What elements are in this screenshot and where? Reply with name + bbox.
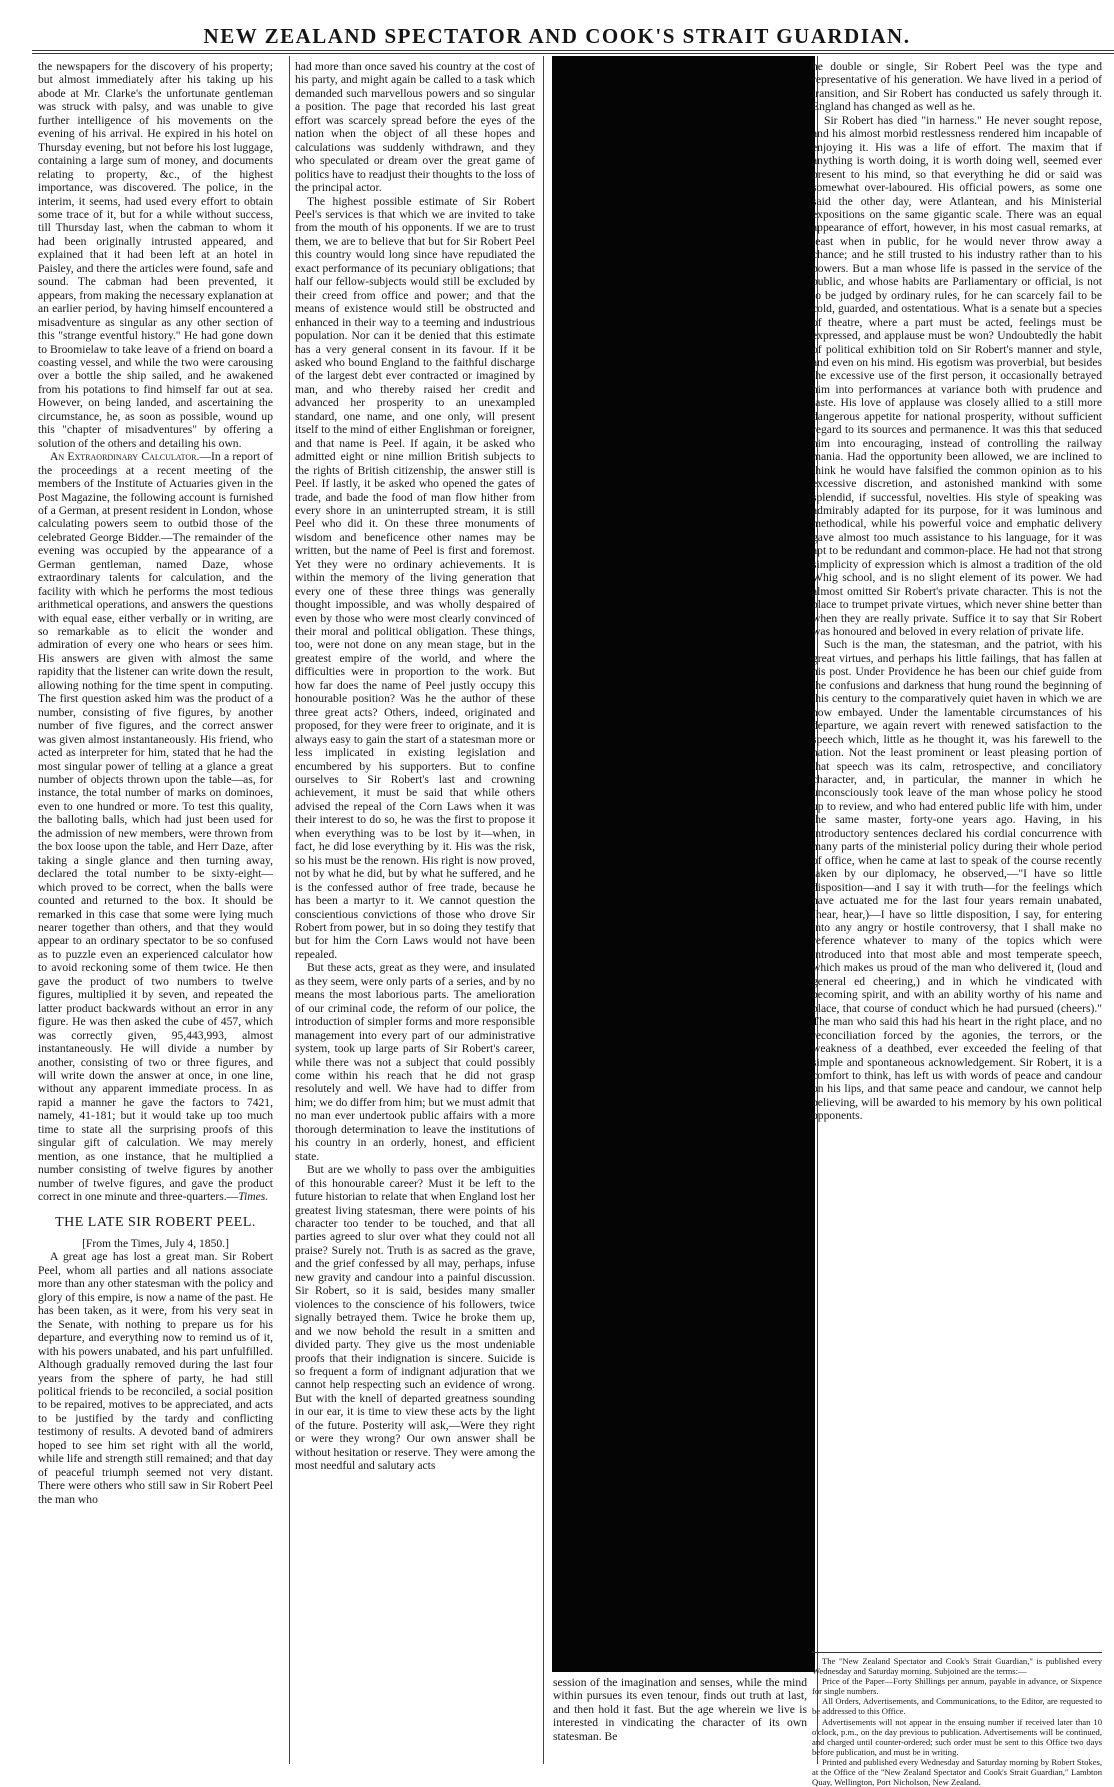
article-paragraph: A great age has lost a great man. Sir Robert Peel, whom all parties and all nations associate more than any other statesman with the policy and glory of this empire, is now a name of the past. He has been taken, as it were, from his very seat in the Senate, with nothing to prepare us for his departure, and everything now to remind us of it, with his powers unabated, and his part unfulfilled. Although gradually removed during the last four years from the sphere of party, he had still political friends to be reconciled, a social position to be repaired, motives to be appreciated, and acts to be justified by the tardy and conflicting testimony of results. A devoted band of admirers hoped to see him set right with all the world, while life and strength still remained; and that day of peaceful triumph seemed not very distant. There were others who still saw in Sir Robert Peel the man who (38, 1250, 273, 1506)
notice-paragraph: Price of the Paper—Forty Shillings per annum, payable in advance, or Sixpence for single numbers. (812, 1676, 1102, 1697)
masthead-title: NEW ZEALAND SPECTATOR AND COOK'S STRAIT GUARDIAN. (203, 24, 911, 48)
article-paragraph: The highest possible estimate of Sir Robert Peel's services is that which we are invited to take from the mouth of his opponents. If we are to trust them, we are to believe that but for Sir Robert Peel this country would long since have repudiated the exact performance of its pecuniary obligations; that half our fellow-subjects would still be excluded by their creed from office and power; and that the means of existence would still be obstructed and enhanced in their way to a teeming and industrious population. Nor can it be denied that this estimate has a very general consent in its favour. If it be asked who bound England to the faithful discharge of the largest debt ever contracted or imagined by man, and who thereby raised her credit and advanced her prosperity to an unexampled standard, one name, and one only, will present itself to the mind of either Englishman or foreigner, and that name is Peel. If again, it be asked who admitted eight or nine million British subjects to the rights of British citizenship, the answer still is Peel. If lastly, it be asked who opened the gates of trade, and bade the food of man flow hither from every shore in an uninterrupted stream, it is still Peel who did it. On these three monuments of wisdom and beneficence other names may be written, but the name of Peel is first and foremost. Yet they were no ordinary achievements. It is within the memory of the living generation that every one of these three things was generally thought impossible, and was wholly despaired of even by those who were most clearly convinced of their moral and political obligation. These things, too, were not done on any mean stage, but in the greatest empire of the world, and where the difficulties were in proportion to the work. But how far does the name of Peel justly occupy this honourable position? Was he the author of these three great acts? Others, indeed, originated and proposed, for they were freer to originate, and it is always easy to gain the start of a statesman more or less implicated in existing legislation and encumbered by his supporters. But to confine ourselves to Sir Robert's last and crowning achievement, it must be said that while others advised the repeal of the Corn Laws when it was their interest to do so, he was the first to propose it when everything was to be lost by it—when, in fact, he did lose everything by it. His was the risk, so his must be the renown. His right is now proved, not by what he did, but by what he suffered, and he is the confessed author of free trade, because he has been a martyr to it. We cannot question the conscientious convictions of those who drove Sir Robert from power, but in so doing they testify that but for him the Corn Laws would not have been repealed. (295, 194, 535, 961)
notice-paragraph: All Orders, Advertisements, and Communications, to the Editor, are requested to be addressed to this Office. (812, 1696, 1102, 1717)
article-heading: THE LATE SIR ROBERT PEEL. (55, 1214, 256, 1230)
article-paragraph: But these acts, great as they were, and insulated as they seem, were only parts of a series, and by no means the most laborious parts. The amelioration of our criminal code, the reform of our police, the introduction of simpler forms and more responsible management into every part of our administrative system, took up large parts of Sir Robert's career, while there was not a subject that could possibly come within his reach that he did not grasp resolutely and well. We have had to differ from him; we do differ from him; but we must admit that no man ever undertook public affairs with a more thorough determination to leave the institutions of his country in an orderly, honest, and efficient state. (295, 961, 535, 1163)
article-paragraph: had more than once saved his country at the cost of his party, and might again be called to a task which demanded such marvellous powers and so singular a position. The page that recorded his last great effort was scarcely spread before the eyes of the nation when the object of all these hopes and calculations was suddenly withdrawn, and they who speculated or dream over the great game of politics have to readjust their thoughts to the loss of the principal actor. (295, 60, 535, 195)
article-paragraph: Sir Robert has died "in harness." He never sought repose, and his almost morbid restlessness rendered him incapable of enjoying it. His was a life of effort. The maxim that if anything is worth doing, it is worth doing well, seemed ever present to his mind, so that everything he did or said was somewhat over-laboured. His official powers, as some one said the other day, were Atlantean, and his Ministerial expositions on the same gigantic scale. There was an equal appearance of effort, however, in his most casual remarks, at least when in public, for he would never throw away a chance; and he still trusted to his industry rather than to his powers. But a man whose life is passed in the service of the public, and whose habits are Parliamentary or official, is not to be judged by ordinary rules, for he can scarcely fail to be cold, guarded, and ostentatious. What is a senate but a species of theatre, where a part must be acted, feelings must be expressed, and applause must be won? Undoubtedly the habit of political exhibition told on Sir Robert's manner and style, and even on his mind. His egotism was proverbial, but besides the excessive use of the first person, it occasionally betrayed him into performances at variance both with prudence and taste. His love of applause was closely allied to a still more dangerous appetite for national prosperity, without sufficient regard to its sources and permanence. It was this that seduced him into encouraging, instead of controlling the railway mania. Had the opportunity been allowed, we are inclined to think he would have falsified the common opinion as to his excessive discretion, and astonished mankind with some splendid, if successful, novelties. His style of speaking was admirably adapted for its purpose, for it was luminous and methodical, while his powerful voice and emphatic delivery gave almost too much assistance to his language, for it was apt to be redundant and common-place. He had not that strong simplicity of expression which is almost a tradition of the old Whig school, and is no slight element of its power. We had almost omitted Sir Robert's private character. This is not the place to trumpet private virtues, which never shine better than when they are really private. Suffice it to say that Sir Robert was honoured and beloved in every relation of private life. (812, 113, 1102, 639)
notice-paragraph: The "New Zealand Spectator and Cook's Strait Guardian," is published every Wednesday and Saturday morning. Subjoined are the terms:— (812, 1656, 1102, 1677)
publication-notice (812, 1652, 1102, 1787)
notice-paragraph: Advertisements will not appear in the ensuing number if received later than 10 o'clock, p.m., on the day previous to publication. Advertisements will be continued, and charged until counter-ordered; such order must be sent to this Office two days before publication, and must be in writing. (812, 1716, 1102, 1757)
calculator-heading: An Extraordinary Calculator. (50, 450, 200, 464)
calculator-article (38, 450, 273, 1203)
masthead-rule (32, 50, 1114, 51)
article-paragraph: Such is the man, the statesman, and the patriot, with his great virtues, and perhaps his little failings, that has fallen at his post. Under Providence he has been our chief guide from the confusions and darkness that hung round the beginning of this century to the comparatively quiet haven in which we are now embayed. Under the lamentable circumstances of his departure, we again revert with renewed satisfaction to the speech which, little as he thought it, was his farewell to the nation. Not the least prominent or least pleasing portion of that speech was its calm, retrospective, and conciliatory character, and, in particular, the manner in which he unconsciously took leave of the man whose policy he stood up to review, and who had entered public life with him, under the same master, forty-one years ago. Having, in his introductory sentences declared his cordial concurrence with many parts of the ministerial policy during their whole period of office, when he came at last to speak of the course recently taken by our diplomacy, he observed,—"I have so little disposition—and I say it with truth—for the feelings which have actuated me for the last four years remain unabated, (hear, hear,)—I have so little disposition, I say, for entering into any angry or hostile controversy, that I shall make no reference whatever to many of the topics which were introduced into that most able and most temperate speech, which makes us proud of the man who delivered it, (loud and general ed cheering,) and in which he vindicated with becoming spirit, and with an ability worthy of his name and place, that course of conduct which he had pursued (cheers)." The man who said this had his heart in the right place, and no reconciliation forced by the agonies, the terrors, or the weakness of a deathbed, ever exceeded the feeling of that simple and spontaneous acknowledgement. Sir Robert, it is a comfort to think, has left us with words of peace and candour on his lips, and that same peace and candour, we cannot help believing, will be awarded to his memory by his own political opponents. (812, 638, 1102, 1123)
calculator-body: —In a report of the proceedings at a recent meeting of the members of the Institute of Actuaries given in the Post Magazine, the following account is furnished of a German, at present resident in London, whose calculating powers seem to outbid those of the celebrated George Bidder.—The remainder of the evening was occupied by the appearance of a German gentleman, named Daze, whose extraordinary talents for calculation, and the facility with which he performs the most tedious arithmetical operations, and answers the questions with equal ease, either verbally or in writing, are so remarkable as to elicit the wonder and admiration of every one who hears or sees him. His answers are given with almost the same rapidity that the listener can write down the result, allowing nothing for the time spent in computing. The first question asked him was the product of a number, consisting of five figures, by another number of five figures, and the correct answer was given almost instantaneously. His friend, who acted as interpreter for him, stated that he had the most singular power of telling at a glance a great number of objects thrown upon the table—as, for instance, the total number of marks on dominoes, even to one hundred or more. To test this quality, the balloting balls, which had just been used for the admission of new members, were thrown from the box loose upon the table, and Herr Daze, after taking a single glance and then turning away, declared the total number to be sixty-eight—which proved to be correct, when the balls were counted and returned to the box. It should be remarked in this case that some were lying much nearer together than others, and that they would appear to an ordinary spectator to be so confused as to puzzle even an experienced calculator how to avoid reckoning some of them twice. He then gave the product of two numbers to twelve figures, multiplied it by seven, and repeated the latter product backwards without an error in any figure. He was then asked the cube of 457, which was correctly given, 95,443,993, almost instantaneously. He will divide a number by another, consisting of two or three figures, and will write down the answer at once, in one line, without any apparent immediate process. In as rapid a manner he gave the factors to 7421, namely, 41-181; but it would take up too much time to state all the surprising proofs of this singular gift of calculation. We may merely mention, as one instance, that he multiplied a number consisting of twelve figures by another number of twelve figures, and gave the product correct in one minute and three-quarters.— (38, 450, 273, 1204)
masthead-rule-secondary (32, 53, 1114, 54)
column-4 (812, 60, 1102, 1650)
article-paragraph: But are we wholly to pass over the ambiguities of this honourable career? Must it be left to the future historian to relate that when England lost her greatest living statesman, there were points of his character too tender to be touched, and that all parties agreed to slur over what they could not all praise? Surely not. Truth is as sacred as the grave, and the grief confessed by all may, perhaps, infuse new gravity and candour into a painful discussion. Sir Robert, so it is said, besides many smaller violences to the conscience of his followers, twice signally betrayed them. Twice he broke them up, and we now behold the result in a smitten and divided party. They give us the most undeniable proofs that their indignation is sincere. Suicide is so frequent a form of indignant adjuration that we cannot help respecting such an evidence of wrong. But with the knell of departed greatness sounding in our ear, it is time to view these acts by the light of the future. Posterity will ask,—Were they right or were they wrong? Our own answer shall be without hesitation or reserve. They were among the most needful and salutary acts (295, 1163, 535, 1473)
column-1 (38, 60, 273, 1760)
column-rule (289, 56, 290, 1764)
article-source: Times. (238, 1190, 269, 1204)
notice-rule (812, 1652, 1102, 1653)
notice-paragraph: Printed and published every Wednesday and Saturday morning by Robert Stokes, at the Office of the "New Zealand Spectator and Cook's Strait Guardian," Lambton Quay, Wellington, Port Nicholson, New Zealand. (812, 1756, 1102, 1787)
article-paragraph: the newspapers for the discovery of his property; but almost immediately after his taking up his abode at Mr. Clarke's the unfortunate gentleman was struck with palsy, and was unable to give further intelligence of his movements on the evening of his arrival. He expired in his hotel on Thursday evening, but not before his lost luggage, containing a large sum of money, and documents relating to property, &c., of the highest importance, was discovered. The police, in the interim, it seems, had used every effort to obtain some trace of it, but for a while without success, till Thursday last, when the cabman to whom it had been originally intrusted appeared, and explained that it had been left at an hotel in Paisley, and there the articles were found, safe and sound. The cabman had been prevented, it appears, from making the necessary explanation at an earlier period, by having himself encountered a misadventure as singular as any other section of this "strange eventful history." He had gone down to Broomielaw to take leave of a friend on board a coasting vessel, and while the two were carousing over a bottle the ship sailed, and he awakened from his potations to find himself far out at sea. However, on being landed, and ascertaining the circumstance, he, as soon as possible, wound up this "chapter of misadventures" by offering a solution of the others and detailing his own. (38, 60, 273, 450)
article-source-line: [From the Times, July 4, 1850.] (82, 1236, 229, 1250)
column-2 (295, 60, 535, 1760)
article-paragraph: session of the imagination and senses, while the mind within pursues its even tenour, finds out truth at last, and then hold it fast. But the age wherein we live is interested in vindicating the character of its own statesman. Be (553, 1676, 807, 1743)
article-paragraph: he double or single, Sir Robert Peel was the type and representative of his generation. We have lived in a period of transition, and Sir Robert has conducted us safely through it. England has changed as well as he. (812, 60, 1102, 114)
redaction-block (552, 56, 815, 1672)
